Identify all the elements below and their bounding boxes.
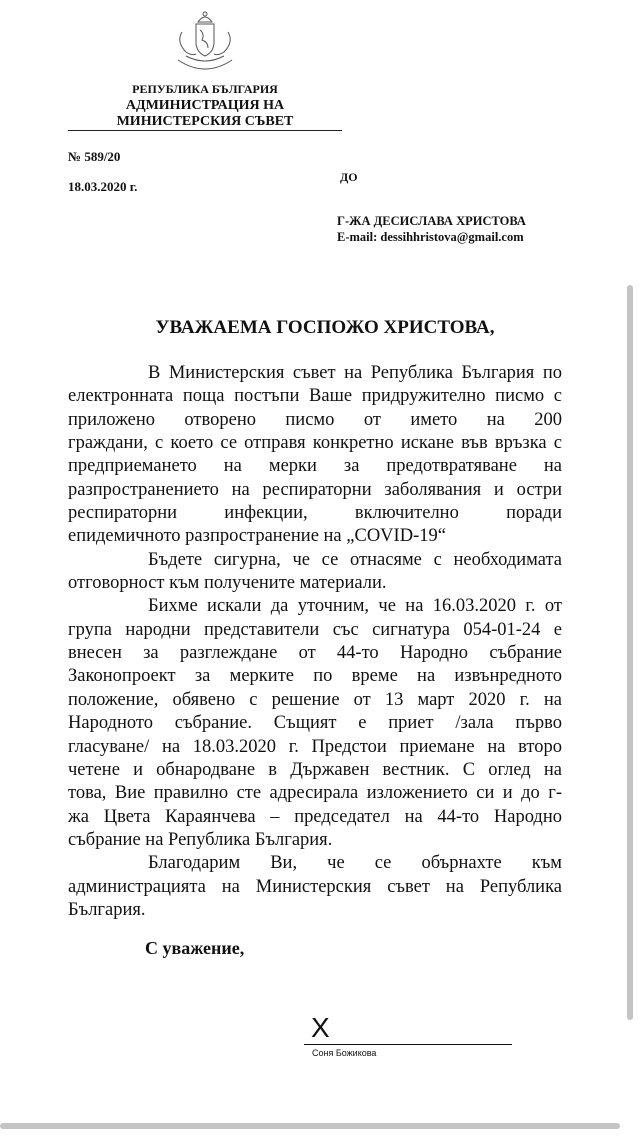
document-number: № 589/20 bbox=[68, 149, 121, 164]
body-line: В Министерския съвет на Република България по bbox=[148, 363, 562, 383]
body-line: предприемането на мерки за предотвратяване на bbox=[68, 456, 562, 477]
body-line: разпространението на респираторни заболявания и остри bbox=[68, 479, 562, 500]
letter-body bbox=[68, 362, 562, 922]
body-line: Законопроект за мерките по време на извънредното bbox=[68, 666, 562, 687]
body-line: това, Вие правилно сте адресирала изложението си и до г- bbox=[68, 783, 562, 804]
body-line: администрацията на Министерския съвет на Република bbox=[68, 876, 562, 897]
body-line: четене и обнародване в Държавен вестник. С оглед на bbox=[68, 759, 562, 780]
vertical-scrollbar[interactable] bbox=[627, 285, 633, 1020]
email-label: E-mail: bbox=[337, 230, 378, 244]
document-date: 18.03.2020 г. bbox=[68, 179, 138, 194]
signature-mark: X bbox=[311, 1012, 330, 1043]
body-line: отговорност към получените материали. bbox=[68, 573, 387, 594]
coat-of-arms-emblem bbox=[172, 10, 238, 74]
body-line: Благодарим Ви, че се обърнахте към bbox=[148, 853, 562, 874]
recipient-to: ДО bbox=[340, 170, 358, 184]
recipient-email-row bbox=[337, 230, 524, 245]
letterhead-council: МИНИСТЕРСКИЯ СЪВЕТ bbox=[116, 114, 294, 129]
signer-name: Соня Божикова bbox=[312, 1048, 377, 1058]
greeting: УВАЖАЕМА ГОСПОЖО ХРИСТОВА, bbox=[155, 317, 495, 338]
body-line: група народни представители със сигнатура 054-01-24 е bbox=[68, 619, 562, 640]
horizontal-scrollbar[interactable] bbox=[0, 1123, 620, 1129]
body-line: положение, обявено с решение от 13 март 2020 г. на bbox=[68, 689, 562, 710]
body-line: Бъдете сигурна, че се отнасяме с необходимата bbox=[148, 549, 562, 570]
recipient-name: Г-ЖА ДЕСИСЛАВА ХРИСТОВА bbox=[337, 214, 526, 228]
letterhead-admin: АДМИНИСТРАЦИЯ НА bbox=[125, 98, 285, 113]
body-line: Народното събрание. Същият е приет /зала първо bbox=[68, 713, 562, 734]
body-line: гласуване/ на 18.03.2020 г. Предстои приемане на второ bbox=[68, 736, 562, 757]
email-link[interactable]: dessihhristova@gmail.com bbox=[380, 230, 524, 244]
signature-line bbox=[304, 1044, 512, 1045]
letterhead-country: РЕПУБЛИКА БЪЛГАРИЯ bbox=[132, 82, 278, 96]
body-line: внесен за разглеждане от 44-то Народно събрание bbox=[68, 643, 562, 664]
body-line: България. bbox=[68, 899, 146, 920]
body-line: жа Цвета Караянчева – председател на 44-то Народно bbox=[68, 806, 562, 827]
body-line: електронната поща постъпи Ваше придружително писмо с bbox=[68, 386, 562, 407]
body-line: респираторни инфекции, включително поради bbox=[68, 503, 562, 524]
body-line: Бихме искали да уточним, че на 16.03.2020 г. от bbox=[148, 596, 562, 617]
body-line: граждани, с което се отправя конкретно искане във връзка с bbox=[68, 433, 562, 454]
closing: С уважение, bbox=[145, 938, 245, 958]
body-line: събрание на Република България. bbox=[68, 829, 333, 850]
body-line: приложено отворено писмо от името на 200 bbox=[68, 409, 562, 430]
letterhead-divider bbox=[68, 130, 342, 131]
body-line: епидемичното разпространение на „COVID-19“ bbox=[68, 526, 446, 547]
